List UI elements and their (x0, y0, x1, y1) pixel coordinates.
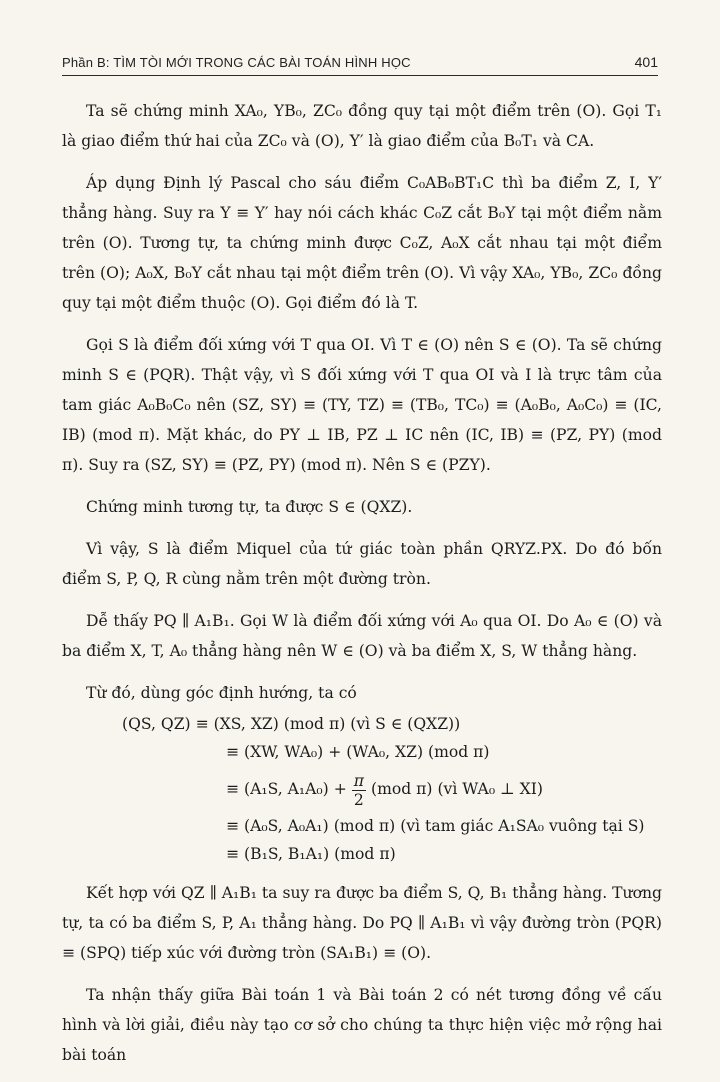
equation-line: ≡ (A₀S, A₀A₁) (mod π) (vì tam giác A₁SA₀ vuông tại S) (226, 817, 645, 835)
paragraph: Dễ thấy PQ ∥ A₁B₁. Gọi W là điểm đối xứng với A₀ qua OI. Do A₀ ∈ (O) và ba điểm X, T, A₀ thẳng hàng nên W ∈ (O) và ba điểm X, S, W thẳng hàng. (62, 612, 662, 660)
section-title: Phần B: TÌM TÒI MỚI TRONG CÁC BÀI TOÁN HÌNH HỌC (62, 55, 411, 70)
paragraph: Ta sẽ chứng minh XA₀, YB₀, ZC₀ đồng quy tại một điểm trên (O). Gọi T₁ là giao điểm thứ hai của ZC₀ và (O), Y′ là giao điểm của B₀T₁ và CA. (62, 102, 662, 150)
paragraph: Từ đó, dùng góc định hướng, ta có (86, 684, 357, 702)
equation-line: ≡ (XW, WA₀) + (WA₀, XZ) (mod π) (226, 743, 490, 761)
paragraph: Kết hợp với QZ ∥ A₁B₁ ta suy ra được ba điểm S, Q, B₁ thẳng hàng. Tương tự, ta có ba điểm S, P, A₁ thẳng hàng. Do PQ ∥ A₁B₁ vì vậy đường tròn (PQR) ≡ (SPQ) tiếp xúc với đường tròn (SA₁B₁) ≡ (O). (62, 884, 662, 962)
page-header (62, 42, 658, 76)
equation-line: ≡ (B₁S, B₁A₁) (mod π) (226, 845, 396, 863)
paragraph: Vì vậy, S là điểm Miquel của tứ giác toàn phần QRYZ.PX. Do đó bốn điểm S, P, Q, R cùng nằm trên một đường tròn. (62, 540, 662, 588)
equation-block (62, 710, 662, 868)
paragraph: Gọi S là điểm đối xứng với T qua OI. Vì T ∈ (O) nên S ∈ (O). Ta sẽ chứng minh S ∈ (PQR). Thật vậy, vì S đối xứng với T qua OI và I là trực tâm của tam giác A₀B₀C₀ nên (SZ, SY) ≡ (TY, TZ) ≡ (TB₀, TC₀) ≡ (A₀B₀, A₀C₀) ≡ (IC, IB) (mod π). Mặt khác, do PY ⊥ IB, PZ ⊥ IC nên (IC, IB) ≡ (PZ, PY) (mod π). Suy ra (SZ, SY) ≡ (PZ, PY) (mod π). Nên S ∈ (PZY). (62, 336, 662, 474)
equation-part: (mod π) (vì WA₀ ⊥ XI) (370, 780, 543, 798)
equation-line: (QS, QZ) ≡ (XS, XZ) (mod π) (vì S ∈ (QXZ)) (122, 715, 461, 733)
page-number: 401 (634, 54, 658, 70)
fraction (352, 772, 366, 809)
fraction-denominator: 2 (353, 790, 364, 809)
equation-part: ≡ (A₁S, A₁A₀) + (226, 780, 347, 798)
paragraph: Chứng minh tương tự, ta được S ∈ (QXZ). (86, 498, 413, 516)
paragraph: Áp dụng Định lý Pascal cho sáu điểm C₀AB₀BT₁C thì ba điểm Z, I, Y′ thẳng hàng. Suy ra Y ≡ Y′ hay nói cách khác C₀Z cắt B₀Y tại một điểm nằm trên (O). Tương tự, ta chứng minh được C₀Z, A₀X cắt nhau tại một điểm trên (O); A₀X, B₀Y cắt nhau tại một điểm trên (O). Vì vậy XA₀, YB₀, ZC₀ đồng quy tại một điểm thuộc (O). Gọi điểm đó là T. (62, 174, 662, 312)
page-body (62, 96, 662, 1082)
equation-line (226, 766, 543, 812)
fraction-numerator: π (353, 771, 365, 790)
paragraph: Ta nhận thấy giữa Bài toán 1 và Bài toán 2 có nét tương đồng về cấu hình và lời giải, điều này tạo cơ sở cho chúng ta thực hiện việc mở rộng hai bài toán (62, 986, 662, 1064)
